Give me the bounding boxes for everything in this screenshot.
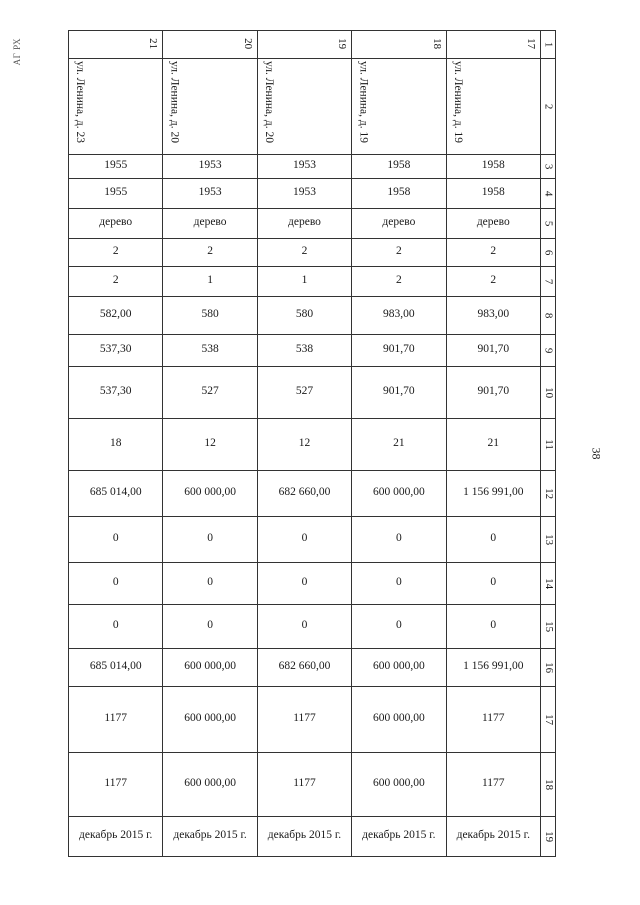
data-cell: 0 [257,604,351,648]
data-cell: 600 000,00 [163,648,257,686]
table-row [69,154,556,178]
data-cell: 12 [163,418,257,470]
side-mark: АГ РХ [12,38,22,66]
table-row [69,366,556,418]
data-cell: 1 156 991,00 [446,470,540,516]
column-number-cell: 18 [352,31,446,59]
data-cell: 1177 [69,686,163,752]
data-cell: 0 [446,516,540,562]
data-cell: 685 014,00 [69,470,163,516]
page-number: 38 [589,447,604,460]
column-number-cell: 21 [69,31,163,59]
data-cell: 2 [352,238,446,266]
data-cell: 538 [257,334,351,366]
row-number: 5 [541,208,556,238]
table-row [69,59,556,155]
data-cell: дерево [257,208,351,238]
table-row [69,238,556,266]
address-text: ул. Ленина, д. 20 [168,61,181,143]
data-cell: 527 [257,366,351,418]
row-number: 3 [541,154,556,178]
data-cell: 1177 [446,686,540,752]
data-cell: 600 000,00 [352,648,446,686]
data-cell: 0 [446,604,540,648]
row-number: 4 [541,178,556,208]
column-number-cell: 17 [446,31,540,59]
data-cell: 1955 [69,154,163,178]
data-cell: 2 [69,238,163,266]
data-cell: 2 [446,266,540,296]
address-text: ул. Ленина, д. 20 [263,61,275,143]
table-row [69,31,556,59]
data-cell: 0 [163,516,257,562]
data-cell: 538 [163,334,257,366]
data-cell: 0 [163,562,257,604]
data-cell: дерево [352,208,446,238]
data-cell: 582,00 [69,296,163,334]
table-row [69,266,556,296]
data-cell: декабрь 2015 г. [446,816,540,856]
data-cell: 2 [446,238,540,266]
data-cell: 580 [257,296,351,334]
data-cell: декабрь 2015 г. [257,816,351,856]
data-cell: 600 000,00 [163,752,257,816]
data-cell: 983,00 [446,296,540,334]
row-number: 10 [541,366,556,418]
data-cell: 0 [257,516,351,562]
row-number: 16 [541,648,556,686]
data-cell: 600 000,00 [163,470,257,516]
data-cell: 600 000,00 [352,752,446,816]
data-cell: 0 [163,604,257,648]
data-cell: 901,70 [446,366,540,418]
row-number: 1 [541,31,556,59]
address-cell [163,59,257,155]
table-row [69,178,556,208]
data-cell: 600 000,00 [352,686,446,752]
table-row [69,418,556,470]
data-cell: 1953 [163,178,257,208]
table-row [69,604,556,648]
data-cell: декабрь 2015 г. [352,816,446,856]
data-cell: дерево [69,208,163,238]
table-row [69,296,556,334]
data-cell: 0 [352,562,446,604]
row-number: 12 [541,470,556,516]
data-cell: 21 [352,418,446,470]
data-cell: 527 [163,366,257,418]
data-cell: 1177 [446,752,540,816]
data-cell: 983,00 [352,296,446,334]
data-cell: 1958 [446,178,540,208]
data-cell: 0 [69,516,163,562]
column-number-cell: 19 [257,31,351,59]
data-cell: 901,70 [446,334,540,366]
table-row [69,470,556,516]
data-cell: 1177 [69,752,163,816]
data-cell: 901,70 [352,334,446,366]
data-cell: 18 [69,418,163,470]
row-number: 11 [541,418,556,470]
data-cell: дерево [163,208,257,238]
data-cell: 0 [446,562,540,604]
data-cell: 1177 [257,752,351,816]
data-cell: 1953 [257,178,351,208]
table-row [69,752,556,816]
table-row [69,208,556,238]
data-cell: 685 014,00 [69,648,163,686]
data-cell: 901,70 [352,366,446,418]
row-number: 2 [541,59,556,155]
table-row [69,648,556,686]
address-text: ул. Ленина, д. 19 [451,61,464,143]
data-cell: 1 156 991,00 [446,648,540,686]
row-number: 7 [541,266,556,296]
row-number: 8 [541,296,556,334]
data-cell: 0 [352,516,446,562]
data-cell: декабрь 2015 г. [163,816,257,856]
data-cell: 537,30 [69,366,163,418]
table-row [69,516,556,562]
data-cell: 580 [163,296,257,334]
data-cell: 2 [257,238,351,266]
housing-register-table [68,30,556,857]
row-number: 13 [541,516,556,562]
data-cell: декабрь 2015 г. [69,816,163,856]
data-cell: 537,30 [69,334,163,366]
data-cell: 1958 [352,178,446,208]
data-cell: 600 000,00 [163,686,257,752]
row-number: 18 [541,752,556,816]
data-cell: 1 [163,266,257,296]
data-cell: 2 [163,238,257,266]
data-cell: 21 [446,418,540,470]
row-number: 6 [541,238,556,266]
data-cell: 1958 [352,154,446,178]
data-cell: дерево [446,208,540,238]
row-number: 19 [541,816,556,856]
table-row [69,686,556,752]
column-number-cell: 20 [163,31,257,59]
data-cell: 12 [257,418,351,470]
row-number: 14 [541,562,556,604]
address-text: ул. Ленина, д. 19 [357,61,370,143]
data-cell: 1953 [163,154,257,178]
address-text: ул. Ленина, д. 23 [74,61,87,143]
row-number: 15 [541,604,556,648]
table-row [69,334,556,366]
data-cell: 0 [69,562,163,604]
data-cell: 1955 [69,178,163,208]
address-cell [69,59,163,155]
data-cell: 682 660,00 [257,648,351,686]
table-row [69,816,556,856]
data-cell: 1 [257,266,351,296]
data-cell: 1958 [446,154,540,178]
data-cell: 1953 [257,154,351,178]
data-cell: 0 [352,604,446,648]
data-cell: 0 [257,562,351,604]
address-cell [257,59,351,155]
table-row [69,562,556,604]
data-cell: 0 [69,604,163,648]
data-cell: 682 660,00 [257,470,351,516]
data-cell: 1177 [257,686,351,752]
address-cell [352,59,446,155]
data-cell: 2 [69,266,163,296]
data-cell: 600 000,00 [352,470,446,516]
data-cell: 2 [352,266,446,296]
row-number: 9 [541,334,556,366]
address-cell [446,59,540,155]
row-number: 17 [541,686,556,752]
